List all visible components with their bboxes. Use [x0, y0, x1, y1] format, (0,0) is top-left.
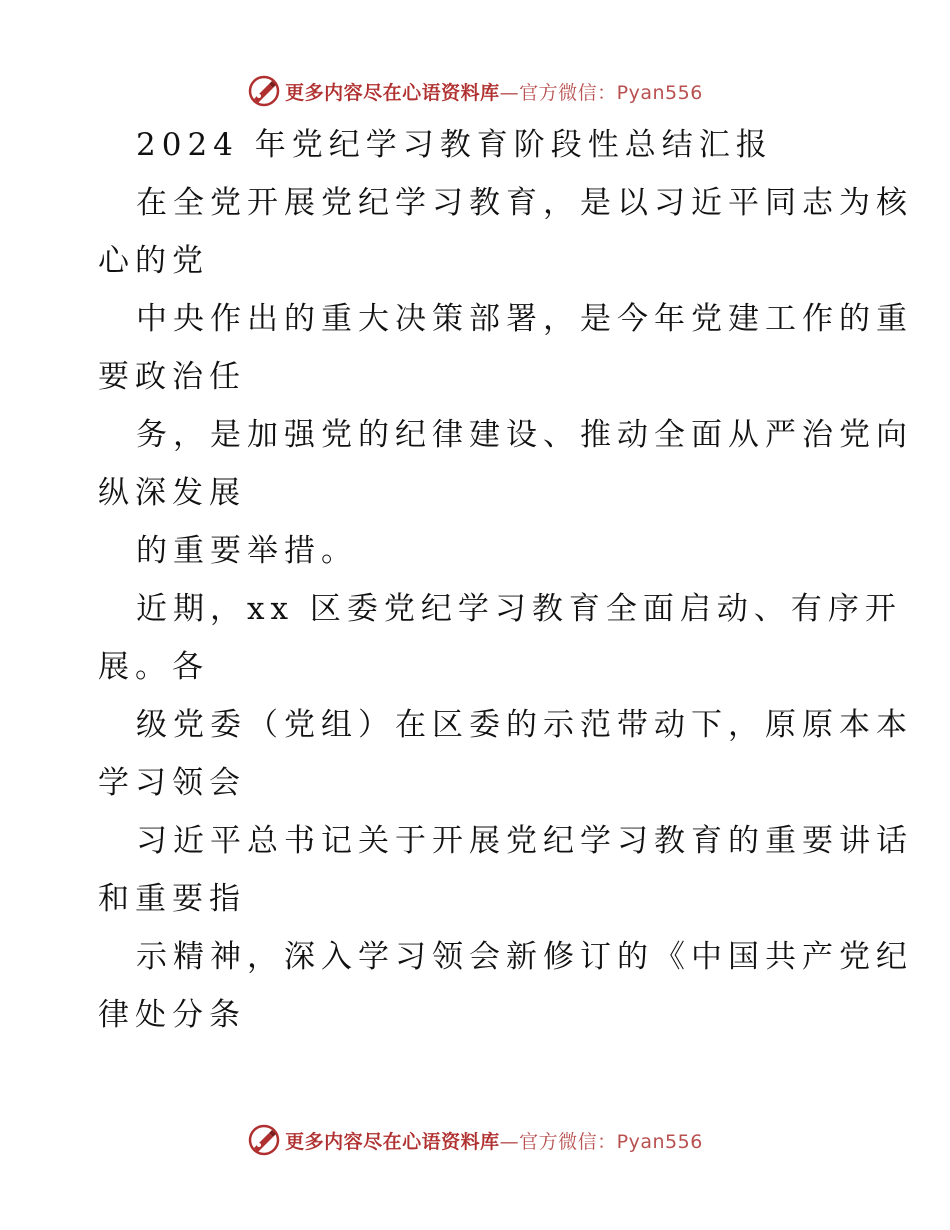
paragraph-line: 纵深发展 — [98, 475, 246, 511]
paragraph-line: 近期，xx 区委党纪学习教育全面启动、有序开 — [136, 591, 902, 627]
paragraph-line: 在全党开展党纪学习教育，是以习近平同志为核 — [136, 185, 913, 221]
paragraph-line: 学习领会 — [98, 765, 246, 801]
document-body — [98, 116, 913, 1044]
banner-title: 更多内容尽在心语资料库 — [285, 81, 500, 104]
paragraph-line: 的重要举措。 — [136, 533, 358, 569]
paragraph-line: 要政治任 — [98, 359, 246, 395]
paragraph-line: 示精神，深入学习领会新修订的《中国共产党纪 — [136, 939, 913, 975]
paragraph-line: 级党委（党组）在区委的示范带动下，原原本本 — [136, 707, 913, 743]
banner-separator: — — [499, 1130, 520, 1153]
banner-separator: — — [499, 81, 520, 104]
paragraph-line: 中央作出的重大决策部署，是今年党建工作的重 — [136, 301, 913, 337]
banner-contact: 官方微信：Pyan556 — [519, 1130, 703, 1153]
paragraph-line: 律处分条 — [98, 997, 246, 1033]
document-title: 2024 年党纪学习教育阶段性总结汇报 — [136, 127, 773, 163]
red-pen-logo-icon — [247, 1123, 281, 1157]
banner-title: 更多内容尽在心语资料库 — [285, 1130, 500, 1153]
banner-contact: 官方微信：Pyan556 — [519, 81, 703, 104]
paragraph-line: 习近平总书记关于开展党纪学习教育的重要讲话 — [136, 823, 913, 859]
footer-banner — [0, 1120, 950, 1160]
red-pen-logo-icon — [247, 74, 281, 108]
header-banner — [0, 71, 950, 111]
paragraph-line: 心的党 — [98, 243, 209, 279]
paragraph-line: 展。各 — [98, 649, 209, 685]
paragraph-line: 和重要指 — [98, 881, 246, 917]
paragraph-line: 务，是加强党的纪律建设、推动全面从严治党向 — [136, 417, 913, 453]
